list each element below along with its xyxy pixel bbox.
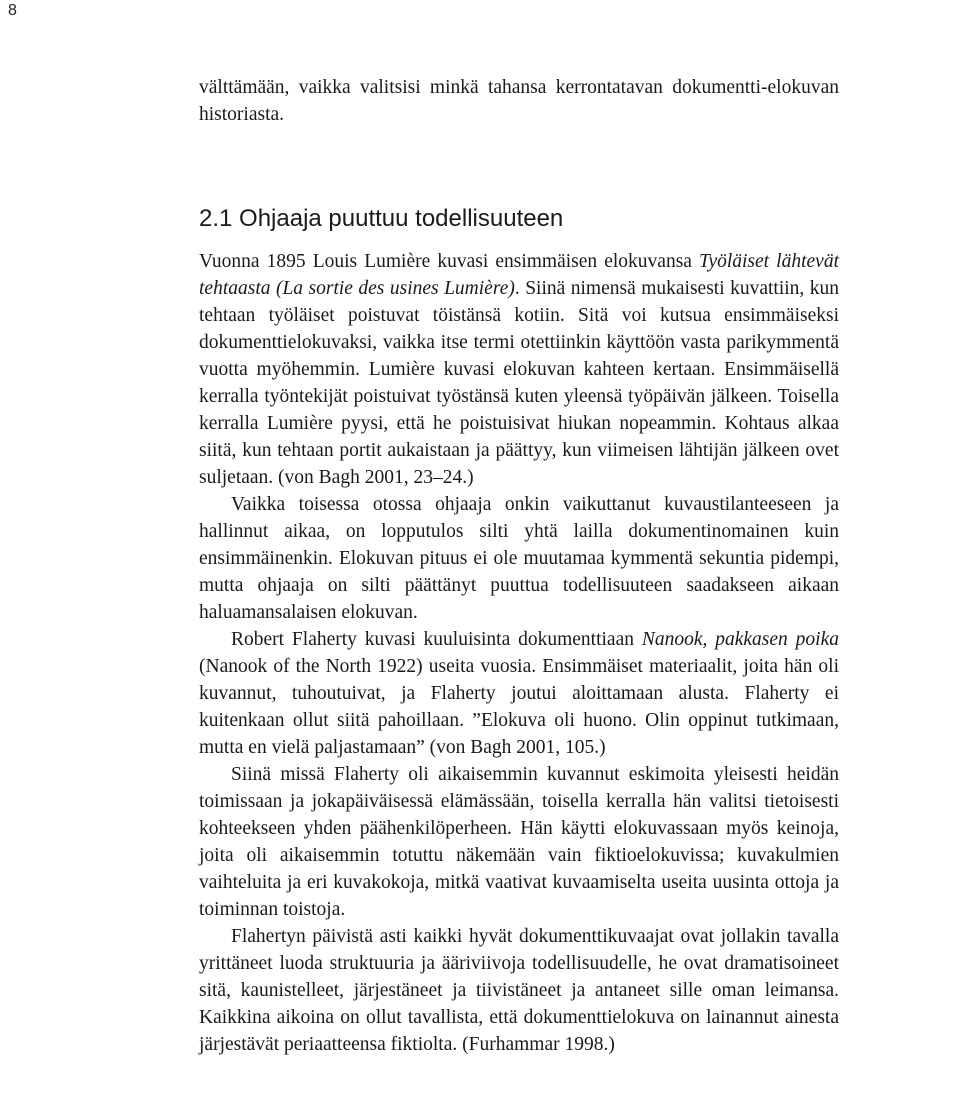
paragraph-text: . Siinä nimensä mukaisesti kuvattiin, kun tehtaan työläiset poistuvat töistänsä kotiin. Sitä voi kutsua ensimmäiseksi dokumenttielokuvaksi, vaikka itse termi otettiinkin käyttöön vasta parikymmentä vuotta myöhemmin. Lumière kuvasi elokuvan kahteen kertaan. Ensimmäisellä kerralla työntekijät poistuivat työstänsä kuten yleensä työpäivän jälkeen. Toisella kerralla Lumière pyysi, että he poistuisivat hiukan nopeammin. Kohtaus alkaa siitä, kun tehtaan portit aukaistaan ja päättyy, kun viimeisen lähtijän jälkeen ovet suljetaan. (von Bagh 2001, 23–24.) <box>199 278 839 488</box>
paragraph-text: Vuonna 1895 Louis Lumière kuvasi ensimmäisen elokuvansa <box>199 251 700 272</box>
paragraph-lumiere <box>199 248 839 491</box>
paragraph-documentarians: Flahertyn päivistä asti kaikki hyvät dokumenttikuvaajat ovat jollakin tavalla yrittäneet luoda struktuuria ja ääriviivoja todellisuudelle, he ovat dramatisoineet sitä, kaunistelleet, järjestäneet ja tiivistäneet ja antaneet sille oman leimansa. Kaikkina aikoina on ollut tavallista, että dokumenttielokuva on lainannut ainesta järjestävät periaatteensa fiktiolta. (Furhammar 1998.) <box>199 926 839 1055</box>
section-heading: 2.1 Ohjaaja puuttuu todellisuuteen <box>199 205 564 232</box>
paragraph-flaherty <box>199 626 839 761</box>
page-number: 8 <box>8 2 17 19</box>
paragraph-text: Robert Flaherty kuvasi kuuluisinta dokumenttiaan <box>231 629 642 650</box>
film-title-italic: Nanook, pakkasen poika <box>641 629 839 650</box>
film-title-italic: Työläiset lähtevät tehtaasta (La sortie des usines Lumière) <box>199 251 839 299</box>
page-body <box>199 74 839 1058</box>
paragraph-text: (Nanook of the North 1922) useita vuosia. Ensimmäiset materiaalit, joita hän oli kuvannut, tuhoutuivat, ja Flaherty joutui aloittamaan alusta. Flaherty ei kuitenkaan ollut siitä pahoillaan. ”Elokuva oli huono. Olin oppinut tutkimaan, mutta en vielä paljastamaan” (von Bagh 2001, 105.) <box>199 656 839 758</box>
paragraph-eskimos: Siinä missä Flaherty oli aikaisemmin kuvannut eskimoita yleisesti heidän toimissaan ja jokapäiväisessä elämässään, toisella kerralla hän valitsi tietoisesti kohteekseen yhden päähenkilöperheen. Hän käytti elokuvassaan myös keinoja, joita oli aikaisemmin totuttu näkemään vain fiktioelokuvissa; kuvakulmien vaihteluita ja eri kuvakokoja, mitkä vaativat kuvaamiselta useita uusinta ottoja ja toiminnan toistoja. <box>199 764 839 920</box>
paragraph-continuation: välttämään, vaikka valitsisi minkä tahansa kerrontatavan dokumentti-elokuvan historiasta. <box>199 77 839 125</box>
paragraph-second-take: Vaikka toisessa otossa ohjaaja onkin vaikuttanut kuvaustilanteeseen ja hallinnut aikaa, on lopputulos silti yhtä lailla dokumentinomainen kuin ensimmäinenkin. Elokuvan pituus ei ole muutamaa kymmentä sekuntia pidempi, mutta ohjaaja on silti päättänyt puuttua todellisuuteen saadakseen aikaan haluamansalaisen elokuvan. <box>199 494 839 623</box>
